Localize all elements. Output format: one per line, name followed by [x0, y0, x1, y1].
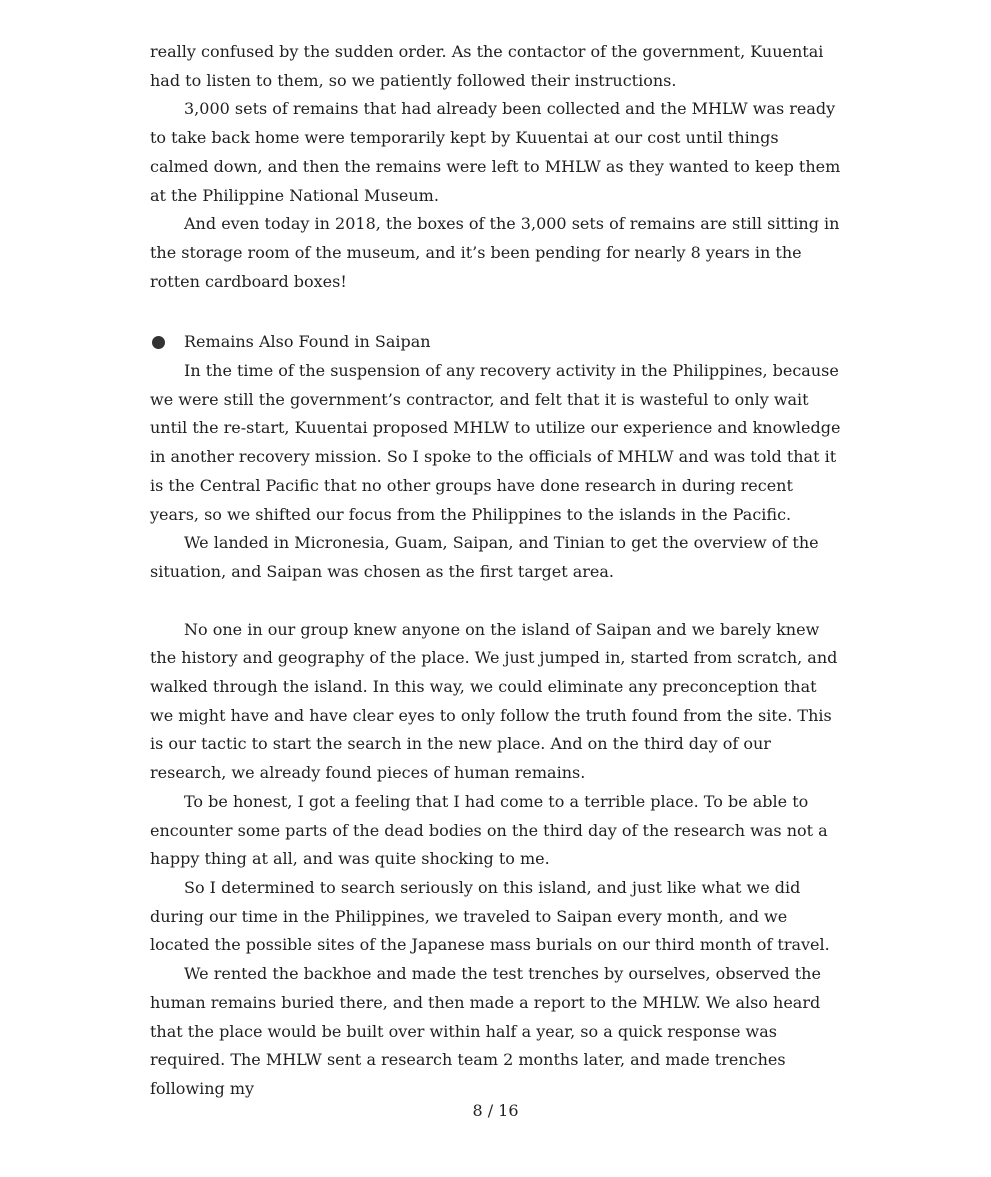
paragraph-to-be-honest: To be honest, I got a feeling that I had come to a terrible place. To be able to encounter some parts of the dead bodies on the third day of the research was not a happy thing at all, and was quite shocking to me.	[150, 791, 828, 869]
page-body	[150, 38, 842, 1104]
paragraph-remains-pending: And even today in 2018, the boxes of the 3,000 sets of remains are still sitting in the storage room of the museum, and it’s been pending for nearly 8 years in the rotten cardboard boxes!	[150, 214, 840, 291]
paragraph-suspension: In the time of the suspension of any recovery activity in the Philippines, because we were still the government’s contractor, and felt that it is wasteful to only wait until the re-start, Kuuentai proposed MHLW to utilize our experience and knowledge in another recovery mission. So I spoke to the officials of MHLW and was told that it is the Central Pacific that no other groups have done research in during recent years, so we shifted our focus from the Philippines to the islands in the Pacific.	[150, 361, 841, 524]
page-number: 8 / 16	[472, 1101, 519, 1120]
paragraph-determined: So I determined to search seriously on this island, and just like what we did during our time in the Philippines, we traveled to Saipan every month, and we located the possible sites of the Japanese mass burials on our third month of travel.	[150, 877, 830, 955]
paragraph-backhoe: We rented the backhoe and made the test trenches by ourselves, observed the human remains buried there, and then made a report to the MHLW. We also heard that the place would be built over within half a year, so a quick response was required. The MHLW sent a research team 2 months later, and made trenches following my	[150, 964, 821, 1098]
bullet-icon	[152, 336, 165, 349]
paragraph-continued: really confused by the sudden order. As the contactor of the government, Kuuentai had to listen to them, so we patiently followed their instructions.	[150, 42, 824, 90]
section-heading	[150, 328, 842, 357]
paragraph-remains-kept: 3,000 sets of remains that had already been collected and the MHLW was ready to take back home were temporarily kept by Kuuentai at our cost until things calmed down, and then the remains were left to MHLW as they wanted to keep them at the Philippine National Museum.	[150, 99, 841, 205]
section-heading-text: Remains Also Found in Saipan	[184, 332, 431, 352]
paragraph-landed: We landed in Micronesia, Guam, Saipan, and Tinian to get the overview of the situation, and Saipan was chosen as the first target area.	[150, 533, 819, 581]
paragraph-no-one-knew: No one in our group knew anyone on the island of Saipan and we barely knew the history and geography of the place. We just jumped in, started from scratch, and walked through the island. In this way, we could eliminate any preconception that we might have and have clear eyes to only follow the truth found from the site. This is our tactic to start the search in the new place. And on the third day of our research, we already found pieces of human remains.	[150, 619, 838, 783]
